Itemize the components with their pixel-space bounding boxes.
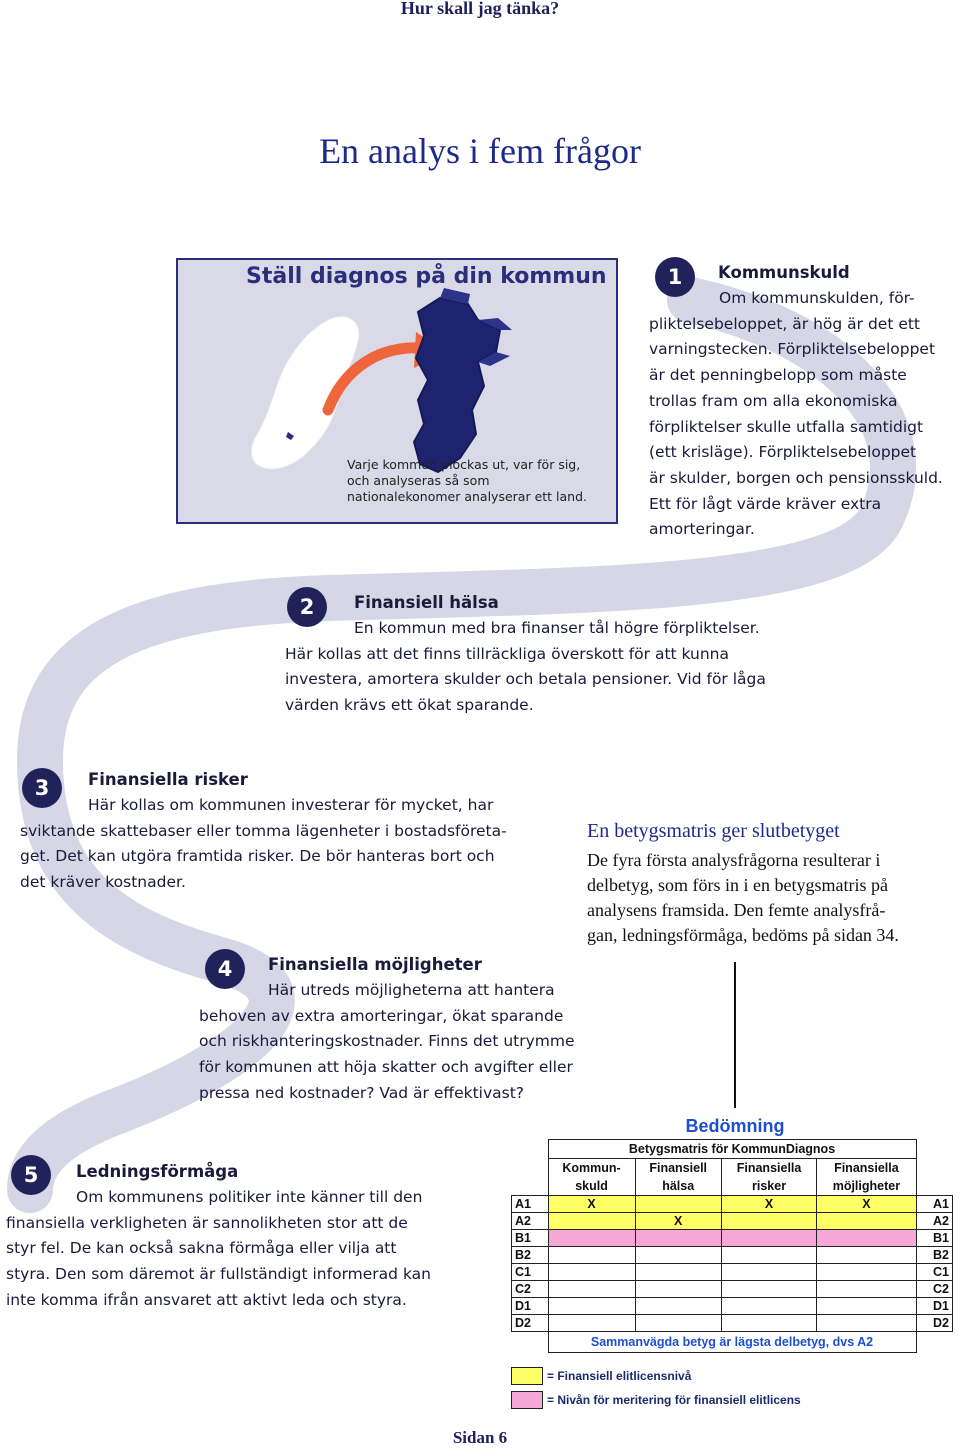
pointer-line xyxy=(734,962,736,1108)
section-number-badge: 2 xyxy=(287,587,327,627)
matrix-row xyxy=(512,1213,953,1230)
matrix-row xyxy=(512,1196,953,1213)
matrix-cell xyxy=(721,1315,816,1332)
matrix-row-label: B1 xyxy=(512,1230,549,1247)
legend-swatch-yellow xyxy=(511,1367,543,1385)
matrix-row-label: C1 xyxy=(916,1264,953,1281)
matrix-cell xyxy=(635,1315,721,1332)
matrix-row xyxy=(512,1298,953,1315)
matrix-cell xyxy=(817,1264,916,1281)
matrix-row xyxy=(512,1281,953,1298)
matrix-cell xyxy=(548,1264,635,1281)
matrix-header-row xyxy=(512,1159,953,1196)
matrix-cell xyxy=(817,1298,916,1315)
section-body: En kommun med bra finanser tål högre förpliktelser. Här kollas att det finns tillräckliga överskott för att kunna investera, amortera skulder och betala pensioner. Vid för låga värden krävs ett ökat sparande. xyxy=(285,619,766,715)
matrix-row-label: D1 xyxy=(512,1298,549,1315)
matrix-cell: X xyxy=(635,1213,721,1230)
section-body: Här utreds möjligheterna att hantera behoven av extra amorteringar, ökat sparande och riskhanteringskostnader. Finns det utrymme för kommunen att höja skatter och avgifter eller pressa ned kostnader? Vad är effektivast? xyxy=(199,981,575,1102)
matrix-cell xyxy=(817,1281,916,1298)
matrix-row-label: B1 xyxy=(916,1230,953,1247)
matrix-column-header: Finansiell hälsa xyxy=(635,1159,721,1196)
matrix-heading: Bedömning xyxy=(685,1116,785,1136)
section-title: Ledningsförmåga xyxy=(76,1162,239,1181)
matrix-column-header: Kommun- skuld xyxy=(548,1159,635,1196)
legend-text: = Finansiell elitlicensnivå xyxy=(547,1369,692,1383)
matrix-row-label: B2 xyxy=(512,1247,549,1264)
matrix-cell xyxy=(721,1298,816,1315)
matrix-cell xyxy=(548,1247,635,1264)
section-title: Finansiella risker xyxy=(88,770,248,789)
section-body: Om kommunens politiker inte känner till den finansiella verkligheten är sannolikheten stor att de styr fel. De kan också sakna förmåga eller vilja att styra. Den som däremot är fullständigt informerad kan inte komma ifrån ansvaret att aktivt leda och styra. xyxy=(6,1188,431,1309)
matrix-cell xyxy=(635,1196,721,1213)
section-number-badge: 3 xyxy=(22,768,62,808)
matrix-row-label: D2 xyxy=(916,1315,953,1332)
matrix-cell: X xyxy=(721,1196,816,1213)
matrix-row xyxy=(512,1230,953,1247)
matrix-cell xyxy=(635,1230,721,1247)
matrix-row-label: D2 xyxy=(512,1315,549,1332)
matrix-summary-row xyxy=(512,1332,953,1353)
matrix-row-label: C1 xyxy=(512,1264,549,1281)
section-body: Om kommunskulden, för- pliktelsebeloppet, är hög är det ett varningstecken. Förpliktelsebeloppet är det penningbelopp som måste trollas fram om alla ekonomiska förpliktelser skulle utfalla samtidigt (ett krisläge). Förpliktelsebeloppet är skulder, borgen och pensionsskuld. Ett för lågt värde kräver extra amorteringar. xyxy=(649,289,943,539)
section-body: Här kollas om kommunen investerar för mycket, har sviktande skattebaser eller tomma lägenheter i bostadsföreta- get. Det kan utgöra framtida risker. De bör hanteras bort och det kräver kostnader. xyxy=(20,796,507,892)
matrix-info-title: En betygsmatris ger slutbetyget xyxy=(587,820,840,842)
page-number: Sidan 6 xyxy=(452,1428,508,1447)
matrix-cell xyxy=(548,1315,635,1332)
matrix-row-label: A1 xyxy=(916,1196,953,1213)
matrix-cell xyxy=(721,1213,816,1230)
matrix-row xyxy=(512,1264,953,1281)
section-title: Kommunskuld xyxy=(718,263,850,282)
matrix-cell: X xyxy=(817,1196,916,1213)
matrix-cell xyxy=(548,1298,635,1315)
section-title: Finansiell hälsa xyxy=(354,593,499,612)
matrix-row-label: D1 xyxy=(916,1298,953,1315)
matrix-cell xyxy=(635,1298,721,1315)
matrix-column-header: Finansiella möjligheter xyxy=(817,1159,916,1196)
matrix-row xyxy=(512,1315,953,1332)
legend-item xyxy=(511,1367,801,1385)
matrix-cell xyxy=(635,1247,721,1264)
matrix-cell xyxy=(721,1281,816,1298)
matrix-column-header: Finansiella risker xyxy=(721,1159,816,1196)
matrix-cell xyxy=(635,1281,721,1298)
grading-matrix xyxy=(511,1139,953,1353)
running-header: Hur skall jag tänka? xyxy=(400,0,560,18)
matrix-cell xyxy=(721,1247,816,1264)
section-number-badge: 5 xyxy=(11,1155,51,1195)
matrix-cell xyxy=(817,1213,916,1230)
section-number-badge: 1 xyxy=(655,257,695,297)
diagnosis-caption: Varje kommun plockas ut, var för sig, och analyseras så som nationalekonomer analyserar ett land. xyxy=(347,457,587,504)
section-number-badge: 4 xyxy=(205,949,245,989)
matrix-subheading-row xyxy=(512,1140,953,1159)
diagnosis-title: Ställ diagnos på din kommun xyxy=(246,264,607,289)
matrix-summary: Sammanvägda betyg är lägsta delbetyg, dvs A2 xyxy=(548,1332,916,1353)
matrix-cell xyxy=(721,1264,816,1281)
matrix-row-label: A2 xyxy=(916,1213,953,1230)
legend xyxy=(511,1367,801,1409)
matrix-info-text: De fyra första analysfrågorna resulterar i delbetyg, som förs in i en betygsmatris på analysens framsida. Den femte analysfrå- gan, ledningsförmåga, bedöms på sidan 34. xyxy=(587,850,899,945)
section-title: Finansiella möjligheter xyxy=(268,955,482,974)
matrix-cell xyxy=(548,1281,635,1298)
legend-swatch-pink xyxy=(511,1391,543,1409)
matrix-cell xyxy=(817,1247,916,1264)
matrix-cell xyxy=(817,1230,916,1247)
matrix-cell xyxy=(548,1230,635,1247)
matrix-row-label: A2 xyxy=(512,1213,549,1230)
matrix-cell xyxy=(548,1213,635,1230)
matrix-cell xyxy=(817,1315,916,1332)
matrix-cell xyxy=(721,1230,816,1247)
matrix-row-label: A1 xyxy=(512,1196,549,1213)
matrix-subheading: Betygsmatris för KommunDiagnos xyxy=(548,1140,916,1159)
matrix-row-label: C2 xyxy=(916,1281,953,1298)
legend-item xyxy=(511,1391,801,1409)
legend-text: = Nivån för meritering för finansiell elitlicens xyxy=(547,1393,801,1407)
matrix-row-label: C2 xyxy=(512,1281,549,1298)
matrix-row xyxy=(512,1247,953,1264)
matrix-cell: X xyxy=(548,1196,635,1213)
matrix-cell xyxy=(635,1264,721,1281)
matrix-row-label: B2 xyxy=(916,1247,953,1264)
page-title: En analys i fem frågor xyxy=(319,131,641,171)
